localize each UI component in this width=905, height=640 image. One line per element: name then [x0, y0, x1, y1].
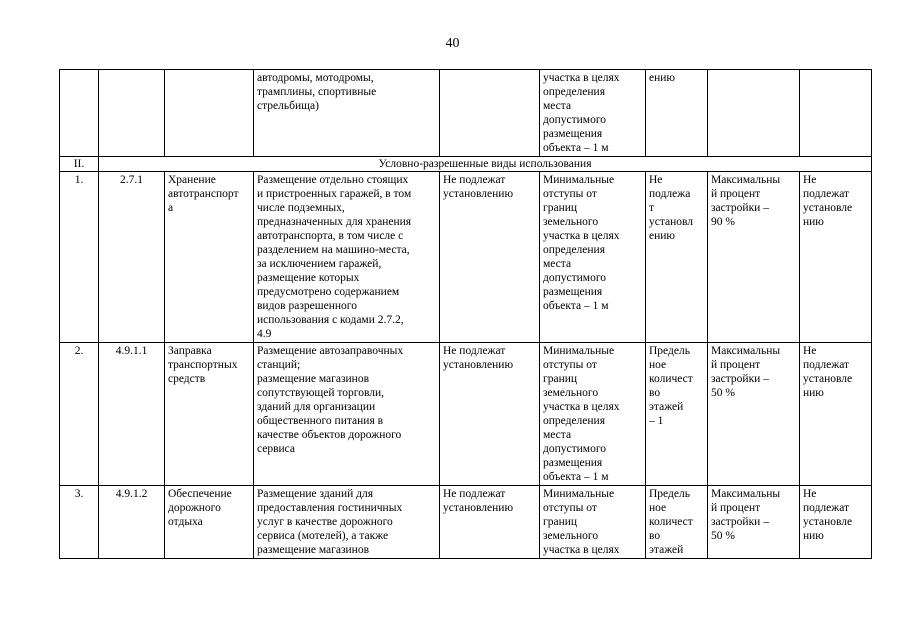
cell-text-line: Не [803, 174, 817, 186]
cell-text-line: земельного [543, 387, 599, 399]
page-number: 40 [445, 36, 460, 51]
cell-text-line: участка в целях [543, 544, 620, 556]
cell-c5 [440, 343, 540, 486]
cell-text-line: 50 % [711, 530, 735, 542]
cell-text-line: количест [649, 516, 693, 528]
section-title: Условно-разрешенные виды использования [99, 157, 872, 172]
cell-text-line: – 1 [649, 415, 664, 427]
cell-text-line: предназначенных для хранения [257, 216, 412, 228]
cell-text-line: Не [803, 488, 817, 500]
cell-c9 [800, 343, 872, 486]
cell-text-line: допустимого [543, 443, 606, 455]
cell-text-line: сервиса (мотелей), а также [257, 530, 389, 542]
cell-text-line: объекта – 1 м [543, 142, 609, 154]
cell-text-line: стрельбища) [257, 100, 319, 112]
cell-text-line: ное [649, 502, 667, 514]
cell-text-line: размещение которых [257, 272, 360, 284]
cell-text-line: определения [543, 244, 606, 256]
cell-text-line: застройки – [711, 516, 769, 528]
cell-name [165, 70, 254, 157]
cell-text-line: Максимальны [711, 488, 781, 500]
cell-text-line: автодромы, мотодромы, [257, 72, 374, 84]
cell-text-line: застройки – [711, 202, 769, 214]
cell-text-line: Обеспечение [168, 488, 232, 500]
table-row [60, 343, 872, 486]
cell-text-line: установле [803, 516, 853, 528]
cell-text-line: общественного питания в [257, 415, 384, 427]
cell-text-line: дорожного [168, 502, 221, 514]
cell-text-line: размещение магазинов [257, 373, 370, 385]
cell-text-line: определения [543, 415, 606, 427]
cell-text-line: места [543, 100, 572, 112]
cell-text-line: земельного [543, 530, 599, 542]
cell-text-line: Не подлежат [443, 345, 506, 357]
cell-text-line: й процент [711, 188, 761, 200]
cell-text-line: Не подлежат [443, 174, 506, 186]
section-header-row [60, 157, 872, 172]
cell-text-line: во [649, 387, 661, 399]
cell-text-line: Предель [649, 488, 690, 500]
cell-c5 [440, 70, 540, 157]
cell-code [99, 70, 165, 157]
cell-text-line: сопутствующей торговли, [257, 387, 385, 399]
cell-text-line: числе подземных, [257, 202, 345, 214]
cell-text-line: видов разрешенного [257, 300, 357, 312]
cell-text-line: границ [543, 202, 578, 214]
cell-c5 [440, 172, 540, 343]
cell-description [254, 70, 440, 157]
cell-text-line: а [168, 202, 174, 214]
cell-text-line: за исключением гаражей, [257, 258, 382, 270]
table-row-continuation [60, 70, 872, 157]
cell-text-line: Максимальны [711, 345, 781, 357]
cell-c6 [540, 343, 646, 486]
cell-text-line: Предель [649, 345, 690, 357]
cell-c8 [708, 486, 800, 559]
cell-code: 2.7.1 [99, 172, 165, 343]
cell-text-line: Размещение отдельно стоящих [257, 174, 409, 186]
cell-text-line: подлежа [649, 188, 691, 200]
cell-text-line: и пристроенных гаражей, в том [257, 188, 412, 200]
cell-text-line: отступы от [543, 359, 597, 371]
cell-text-line: установле [803, 202, 853, 214]
cell-text-line: трамплины, спортивные [257, 86, 377, 98]
cell-text-line: подлежат [803, 188, 850, 200]
cell-text-line: зданий для организации [257, 401, 376, 413]
cell-text-line: качестве объектов дорожного [257, 429, 402, 441]
cell-text-line: отступы от [543, 502, 597, 514]
cell-text-line: й процент [711, 359, 761, 371]
cell-text-line: станций; [257, 359, 301, 371]
cell-c9 [800, 486, 872, 559]
cell-text-line: места [543, 429, 572, 441]
table-row [60, 486, 872, 559]
cell-text-line: нию [803, 387, 824, 399]
cell-name [165, 486, 254, 559]
cell-text-line: услуг в качестве дорожного [257, 516, 393, 528]
cell-text-line: определения [543, 86, 606, 98]
cell-text-line: участка в целях [543, 401, 620, 413]
cell-c9 [800, 70, 872, 157]
cell-text-line: Не [649, 174, 663, 186]
cell-text-line: установл [649, 216, 694, 228]
cell-text-line: автотранспорта, в том числе с [257, 230, 404, 242]
cell-c5 [440, 486, 540, 559]
cell-c6 [540, 486, 646, 559]
cell-text-line: средств [168, 373, 206, 385]
cell-text-line: ению [649, 230, 676, 242]
cell-text-line: сервиса [257, 443, 296, 455]
cell-text-line: Минимальные [543, 174, 615, 186]
cell-text-line: использования с кодами 2.7.2, [257, 314, 404, 326]
cell-text-line: подлежат [803, 502, 850, 514]
cell-text-line: размещения [543, 286, 603, 298]
cell-text-line: установле [803, 373, 853, 385]
cell-text-line: участка в целях [543, 72, 620, 84]
cell-text-line: объекта – 1 м [543, 471, 609, 483]
cell-text-line: Не подлежат [443, 488, 506, 500]
cell-text-line: допустимого [543, 114, 606, 126]
cell-text-line: 90 % [711, 216, 735, 228]
section-number: II. [60, 157, 99, 172]
cell-num: 1. [60, 172, 99, 343]
cell-text-line: 50 % [711, 387, 735, 399]
cell-text-line: установлению [443, 188, 514, 200]
cell-text-line: нию [803, 530, 824, 542]
cell-text-line: транспортных [168, 359, 238, 371]
cell-code: 4.9.1.2 [99, 486, 165, 559]
cell-text-line: предусмотрено содержанием [257, 286, 400, 298]
cell-text-line: ению [649, 72, 676, 84]
cell-text-line: нию [803, 216, 824, 228]
cell-text-line: ное [649, 359, 667, 371]
cell-text-line: границ [543, 373, 578, 385]
cell-c8 [708, 70, 800, 157]
cell-text-line: Размещение зданий для [257, 488, 374, 500]
cell-c7 [646, 486, 708, 559]
cell-text-line: объекта – 1 м [543, 300, 609, 312]
cell-text-line: Размещение автозаправочных [257, 345, 404, 357]
cell-text-line: количест [649, 373, 693, 385]
cell-c7 [646, 172, 708, 343]
cell-description [254, 343, 440, 486]
cell-num [60, 70, 99, 157]
cell-name [165, 172, 254, 343]
cell-description [254, 172, 440, 343]
cell-text-line: Хранение [168, 174, 216, 186]
cell-text-line: размещения [543, 128, 603, 140]
cell-text-line: участка в целях [543, 230, 620, 242]
cell-text-line: во [649, 530, 661, 542]
cell-text-line: Не [803, 345, 817, 357]
cell-text-line: Минимальные [543, 345, 615, 357]
cell-text-line: отступы от [543, 188, 597, 200]
cell-text-line: застройки – [711, 373, 769, 385]
cell-c7 [646, 343, 708, 486]
cell-text-line: т [649, 202, 655, 214]
cell-text-line: границ [543, 516, 578, 528]
cell-c7 [646, 70, 708, 157]
cell-c8 [708, 172, 800, 343]
cell-text-line: отдыха [168, 516, 203, 528]
cell-c8 [708, 343, 800, 486]
land-use-table [59, 69, 872, 559]
cell-text-line: установлению [443, 502, 514, 514]
cell-code: 4.9.1.1 [99, 343, 165, 486]
cell-text-line: этажей [649, 401, 684, 413]
cell-text-line: размещение магазинов [257, 544, 370, 556]
cell-description [254, 486, 440, 559]
cell-text-line: Заправка [168, 345, 212, 357]
cell-text-line: размещения [543, 457, 603, 469]
cell-num: 3. [60, 486, 99, 559]
cell-text-line: установлению [443, 359, 514, 371]
cell-text-line: земельного [543, 216, 599, 228]
cell-text-line: Максимальны [711, 174, 781, 186]
cell-text-line: автотранспорт [168, 188, 239, 200]
cell-text-line: разделением на машино-места, [257, 244, 410, 256]
cell-text-line: й процент [711, 502, 761, 514]
cell-num: 2. [60, 343, 99, 486]
cell-text-line: подлежат [803, 359, 850, 371]
cell-text-line: предоставления гостиничных [257, 502, 403, 514]
table-row [60, 172, 872, 343]
cell-text-line: Минимальные [543, 488, 615, 500]
cell-text-line: места [543, 258, 572, 270]
cell-c9 [800, 172, 872, 343]
cell-c6 [540, 70, 646, 157]
cell-text-line: 4.9 [257, 328, 272, 340]
cell-c6 [540, 172, 646, 343]
cell-text-line: этажей [649, 544, 684, 556]
cell-name [165, 343, 254, 486]
cell-text-line: допустимого [543, 272, 606, 284]
